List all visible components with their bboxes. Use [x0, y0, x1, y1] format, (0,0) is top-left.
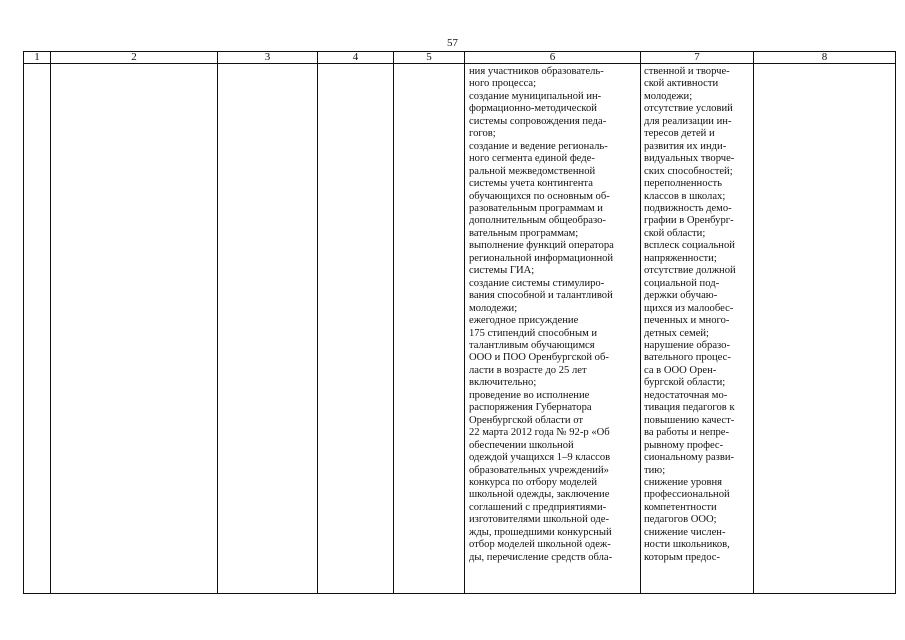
text-line: которым предос-	[644, 551, 721, 563]
text-line: ральной межведомственной	[469, 165, 596, 177]
text-line: рывному профес-	[644, 439, 724, 451]
text-line: выполнение функций оператора	[469, 240, 614, 252]
text-line: напряженности;	[644, 252, 717, 264]
text-line: создание и ведение региональ-	[469, 140, 608, 152]
table-row	[24, 64, 896, 594]
text-line: распоряжения Губернатора	[469, 402, 592, 414]
text-line: 175 стипендий способным и	[469, 327, 598, 339]
text-line: тересов детей и	[644, 128, 715, 140]
text-line: социальной под-	[644, 277, 720, 289]
text-line: печенных и много-	[644, 315, 730, 327]
text-line: графии в Оренбург-	[644, 215, 734, 227]
column-header-2: 2	[51, 52, 218, 64]
text-line: 22 марта 2012 года № 92-р «Об	[469, 427, 610, 439]
cell-col-2	[51, 64, 218, 594]
text-line: педагогов ООО;	[644, 514, 717, 526]
text-line: держки обучаю-	[644, 290, 718, 302]
text-line: ва работы и непре-	[644, 427, 730, 439]
page-number: 57	[447, 37, 458, 49]
text-line: ды, перечисление средств обла-	[469, 551, 613, 563]
column-header-1: 1	[24, 52, 51, 64]
text-line: ния участников образователь-	[469, 66, 604, 77]
text-line: соглашений с предприятиями-	[469, 501, 607, 513]
risks-text	[641, 64, 753, 593]
text-line: для реализации ин-	[644, 115, 732, 127]
text-line: Оренбургской области от	[469, 414, 584, 426]
text-line: ного сегмента единой феде-	[469, 153, 595, 165]
text-line: детных семей;	[644, 327, 710, 339]
text-line: молодежи;	[469, 302, 518, 314]
text-line: молодежи;	[644, 90, 693, 102]
text-line: системы сопровождения педа-	[469, 115, 607, 127]
text-line: развития их инди-	[644, 140, 727, 152]
cell-col-3	[218, 64, 318, 594]
cell-col-5	[394, 64, 465, 594]
text-line: формационно-методической	[469, 103, 597, 115]
text-line: недостаточная мо-	[644, 389, 728, 401]
text-line: бургской области;	[644, 377, 726, 389]
text-line: ности школьников,	[644, 539, 730, 551]
text-line: ежегодное присуждение	[469, 315, 579, 327]
text-line: вательного процес-	[644, 352, 731, 364]
text-line: вания способной и талантливой	[469, 290, 613, 302]
text-line: ласти в возрасте до 25 лет	[469, 364, 587, 376]
text-line: обеспечении школьной	[469, 439, 574, 451]
text-line: ских способностей;	[644, 165, 733, 177]
text-line: образовательных учреждений»	[469, 464, 609, 476]
cell-col-7	[641, 64, 754, 594]
column-header-7: 7	[641, 52, 754, 64]
text-line: ственной и творче-	[644, 66, 730, 77]
text-line: профессиональной	[644, 489, 730, 501]
column-header-6: 6	[465, 52, 641, 64]
text-line: изготовителями школьной оде-	[469, 514, 609, 526]
text-line: компетентности	[644, 501, 717, 513]
text-line: региональной информационной	[469, 252, 614, 264]
text-line: талантливым обучающимся	[469, 339, 595, 351]
text-line: вательным программам;	[469, 227, 579, 239]
column-header-5: 5	[394, 52, 465, 64]
column-header-8: 8	[754, 52, 896, 64]
cell-col-1	[24, 64, 51, 594]
text-line: отсутствие условий	[644, 103, 733, 115]
text-line: создание системы стимулиро-	[469, 277, 605, 289]
text-line: ской области;	[644, 227, 706, 239]
text-line: дополнительным общеобразо-	[469, 215, 606, 227]
text-line: тивация педагогов к	[644, 402, 735, 414]
text-line: включительно;	[469, 377, 537, 389]
text-line: видуальных творче-	[644, 153, 735, 165]
text-line: переполненность	[644, 178, 722, 190]
column-header-3: 3	[218, 52, 318, 64]
text-line: разовательным программам и	[469, 202, 603, 214]
cell-col-4	[318, 64, 394, 594]
text-line: тию;	[644, 464, 666, 476]
text-line: отсутствие должной	[644, 265, 736, 277]
text-line: всплеск социальной	[644, 240, 735, 252]
text-line: системы учета контингента	[469, 178, 593, 190]
document-table	[23, 51, 896, 594]
cell-col-8	[754, 64, 896, 594]
text-line: школьной одежды, заключение	[469, 489, 610, 501]
text-line: одеждой учащихся 1–9 классов	[469, 452, 611, 464]
text-line: подвижность демо-	[644, 202, 732, 214]
text-line: классов в школах;	[644, 190, 726, 202]
text-line: системы ГИА;	[469, 265, 535, 277]
text-line: ООО и ПОО Оренбургской об-	[469, 352, 609, 364]
cell-col-6	[465, 64, 641, 594]
text-line: обучающихся по основным об-	[469, 190, 610, 202]
text-line: са в ООО Орен-	[644, 364, 717, 376]
text-line: ской активности	[644, 78, 719, 90]
text-line: сиональному разви-	[644, 452, 735, 464]
text-line: гогов;	[469, 128, 496, 140]
text-line: конкурса по отбору моделей	[469, 476, 597, 488]
text-line: щихся из малообес-	[644, 302, 734, 314]
text-line: отбор моделей школьной одеж-	[469, 539, 611, 551]
text-line: нарушение образо-	[644, 339, 731, 351]
text-line: снижение уровня	[644, 476, 723, 488]
text-line: создание муниципальной ин-	[469, 90, 602, 102]
text-line: проведение во исполнение	[469, 389, 590, 401]
text-line: снижение числен-	[644, 526, 726, 538]
header-row	[24, 52, 896, 64]
column-header-4: 4	[318, 52, 394, 64]
text-line: ного процесса;	[469, 78, 537, 90]
measures-text	[465, 64, 640, 593]
text-line: повышению качест-	[644, 414, 735, 426]
text-line: жды, прошедшими конкурсный	[469, 526, 612, 538]
